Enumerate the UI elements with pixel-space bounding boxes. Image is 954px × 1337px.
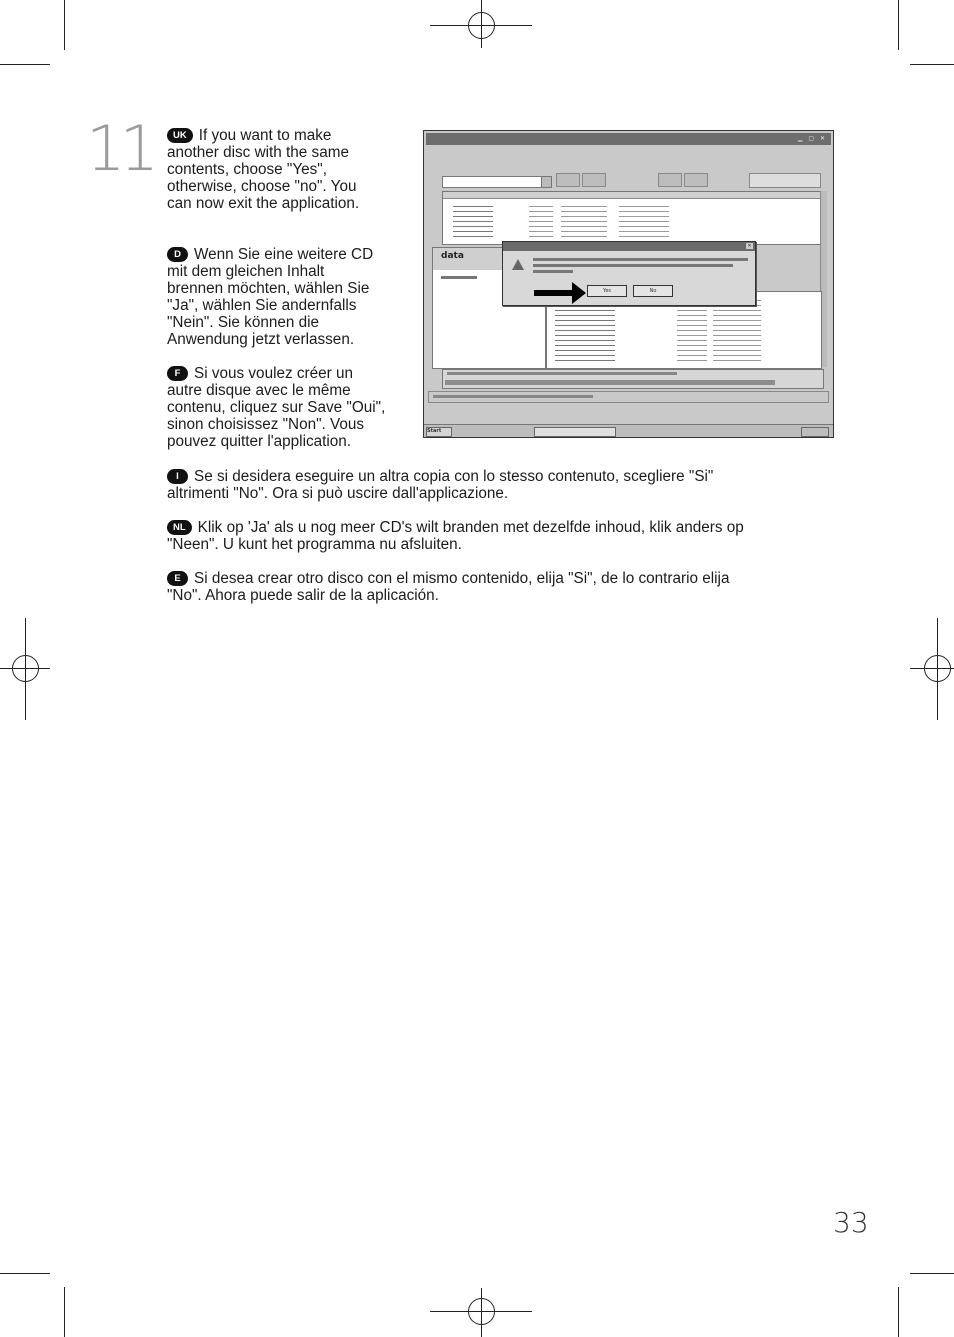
language-badge-nl: NL <box>167 520 192 535</box>
screenshot-dialog-titlebar <box>503 242 755 251</box>
screenshot-file-list <box>442 191 824 245</box>
crop-mark-bottom-right-v <box>898 1287 899 1337</box>
screenshot-source-combo <box>442 176 552 188</box>
screenshot-start-button: Start <box>426 427 452 437</box>
screenshot-dialog <box>502 241 756 306</box>
warning-icon <box>512 259 524 270</box>
crop-mark-bottom-left-v <box>64 1287 65 1337</box>
instruction-d <box>167 246 382 348</box>
screenshot-titlebar <box>426 133 831 145</box>
page-number: 33 <box>833 1206 869 1239</box>
crop-mark-top-right-v <box>898 0 899 50</box>
screenshot-progress-bar <box>445 380 775 385</box>
crop-mark-top-left-h <box>0 64 50 65</box>
language-badge-e: E <box>167 571 188 586</box>
screenshot-logo: data <box>441 251 464 261</box>
instruction-text-e: Si desea crear otro disco con el mismo contenido, elija "Si", de lo contrario elija "No". Ahora puede salir de la aplicación. <box>167 570 730 604</box>
screenshot-toolbar-button-3 <box>658 173 682 187</box>
instruction-i <box>167 468 767 502</box>
screenshot-brand-box <box>749 173 821 188</box>
screenshot-dialog-yes-button: Yes <box>587 285 627 297</box>
screenshot-clock <box>801 427 829 437</box>
screenshot-task-item <box>534 427 616 437</box>
screenshot-dialog-no-button: No <box>633 285 673 297</box>
step-number: 11 <box>86 112 153 185</box>
screenshot-toolbar-button-2 <box>582 173 606 187</box>
screenshot-statusbar <box>428 391 829 403</box>
language-badge-i: I <box>167 469 188 484</box>
instruction-text-f: Si vous voulez créer un autre disque avec le même contenu, cliquez sur Save "Oui", sinon choisissez "Non". Vous pouvez quitter l'application. <box>167 365 386 450</box>
crop-mark-bottom-right-h <box>910 1273 954 1274</box>
instruction-f <box>167 365 389 450</box>
instruction-text-d: Wenn Sie eine weitere CD mit dem gleichen Inhalt brennen möchten, wählen Sie "Ja", wählen Sie andernfalls "Nein". Sie können die Anwendung jetzt verlassen. <box>167 246 374 348</box>
screenshot-toolbar-button-4 <box>684 173 708 187</box>
crop-mark-top-left-v <box>64 0 65 50</box>
language-badge-d: D <box>167 247 188 262</box>
instruction-nl <box>167 519 777 553</box>
language-badge-f: F <box>167 366 188 381</box>
crop-mark-bottom-left-h <box>0 1273 50 1274</box>
instruction-text-nl: Klik op 'Ja' als u nog meer CD's wilt branden met dezelfde inhoud, klik anders op "Neen". U kunt het programma nu afsluiten. <box>167 519 744 553</box>
crop-mark-top-right-h <box>910 64 954 65</box>
instruction-text-i: Se si desidera eseguire un altra copia con lo stesso contenuto, scegliere "Si" altrimenti "No". Ora si può uscire dall'applicazione. <box>167 468 714 502</box>
screenshot-progress-area <box>442 369 824 389</box>
language-badge-uk: UK <box>167 128 193 143</box>
combo-arrow-icon <box>541 177 551 187</box>
instruction-uk <box>167 127 372 212</box>
screenshot-toolbar-button-1 <box>556 173 580 187</box>
instruction-e <box>167 570 767 604</box>
application-screenshot <box>423 130 834 438</box>
dialog-close-icon: ✕ <box>747 243 752 249</box>
window-controls-icon: ▁ ▢ ✕ <box>797 135 827 142</box>
screenshot-taskbar <box>424 424 833 437</box>
screenshot-menubar <box>428 147 829 155</box>
instruction-text-uk: If you want to make another disc with the same contents, choose "Yes", otherwise, choose "no". You can now exit the application. <box>167 127 360 212</box>
